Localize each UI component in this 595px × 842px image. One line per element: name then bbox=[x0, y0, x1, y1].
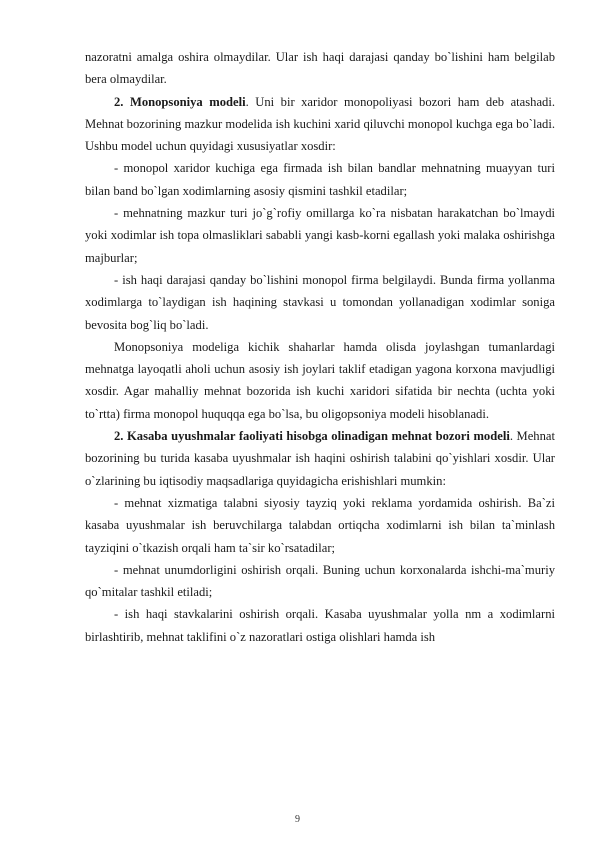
paragraph-oligopsony bbox=[85, 336, 555, 425]
list-item-text: - mehnat unumdorligini oshirish orqali. Buning uchun korxonalarda ishchi-ma`muriy qo`mitalar tashkil etiladi; bbox=[85, 562, 555, 600]
paragraph-text: nazoratni amalga oshira olmaydilar. Ular ish haqi darajasi qanday bo`lishini ham belgilab bera olmaydilar. bbox=[85, 50, 555, 87]
list-item-text: - ish haqi stavkalarini oshirish orqali. Kasaba uyushmalar yolla nm a xodimlarni birlashtirib, mehnat taklifini o`z nazoratlari ostiga olishlari hamda ish bbox=[85, 607, 555, 644]
paragraph-text: . Uni bir xaridor monopoliyasi bozori ham deb atashadi. Mehnat bozorining mazkur modelida ish kuchini xarid qiluvchi monopol kuchga ega bo`ladi. Ushbu model uchun quyidagi xususiyatlar xosdir: bbox=[85, 94, 555, 154]
list-item bbox=[85, 269, 555, 336]
list-item bbox=[85, 202, 555, 269]
paragraph-text: . Mehnat bozorining bu turida kasaba uyushmalar ish haqini oshirish talabini qo`yishlari xosdir. Ular o`zlarining bu iqtisodiy maqsadlariga quyidagicha erishishlari mumkin: bbox=[85, 429, 555, 488]
list-item bbox=[85, 157, 555, 202]
paragraph-monopsony-model bbox=[85, 91, 555, 158]
section-heading: 2. Monopsoniya modeli bbox=[114, 94, 246, 109]
page-number: 9 bbox=[295, 814, 300, 825]
list-item bbox=[85, 559, 555, 604]
list-item-text: - mehnat xizmatiga talabni siyosiy tayziq yoki reklama yordamida oshirish. Ba`zi kasaba uyushmalar ish beruvchilarga talabdan ortiqcha xodimlarni ish bilan ta`minlash tayziqini o`tkazish orqali ham ta`sir ko`rsatadilar; bbox=[85, 495, 555, 555]
section-heading: 2. Kasaba uyushmalar faoliyati hisobga olinadigan mehnat bozori modeli bbox=[114, 429, 510, 444]
list-item bbox=[85, 603, 555, 648]
list-item-text: - monopol xaridor kuchiga ega firmada ish bilan bandlar mehnatning muayyan turi bilan band bo`lgan xodimlarning asosiy qismini tashkil etadilar; bbox=[85, 161, 555, 198]
document-page bbox=[85, 46, 555, 648]
list-item bbox=[85, 492, 555, 559]
paragraph-text: Monopsoniya modeliga kichik shaharlar hamda olisda joylashgan tumanlardagi mehnatga layoqatli aholi uchun asosiy ish joylari taklif etadigan yagona korxona mavjudligi xosdir. Agar mahalliy mehnat bozorida ish kuchi xaridori sifatida bir nechta (uchta yoki to`rtta) firma monopol huquqqa ega bo`lsa, bu oligopsoniya modeli hisoblanadi. bbox=[85, 339, 555, 421]
paragraph-continuation bbox=[85, 46, 555, 91]
paragraph-trade-union-model bbox=[85, 425, 555, 492]
list-item-text: - mehnatning mazkur turi jo`g`rofiy omillarga ko`ra nisbatan harakatchan bo`lmaydi yoki xodimlar ish topa olmasliklari sababli yangi kasb-korni egallash yoki malaka oshirishga majburlar; bbox=[85, 206, 555, 265]
list-item-text: - ish haqi darajasi qanday bo`lishini monopol firma belgilaydi. Bunda firma yollanma xodimlarga to`laydigan ish haqining stavkasi u tomondan yollanadigan xodimlar soniga bevosita bog`liq bo`ladi. bbox=[85, 272, 555, 332]
